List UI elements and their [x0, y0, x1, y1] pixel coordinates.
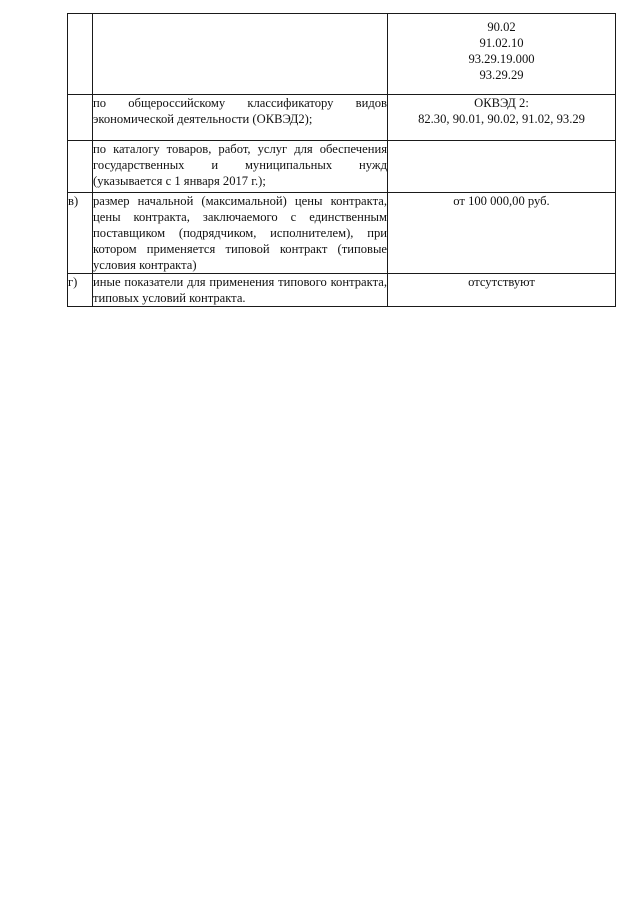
row-description-text: по каталогу товаров, работ, услуг для обеспечения государственных и муниципальных нужд (указывается с 1 января 2017 г.);	[93, 142, 387, 188]
row-letter	[68, 141, 93, 193]
value-line: 82.30, 90.01, 90.02, 91.02, 93.29	[418, 112, 585, 126]
row-description-text: по общероссийскому классификатору видов экономической деятельности (ОКВЭД2);	[93, 96, 387, 126]
value-line: от 100 000,00 руб.	[453, 194, 550, 208]
row-value	[388, 193, 616, 274]
row-letter	[68, 14, 93, 95]
row-description	[93, 14, 388, 95]
row-value	[388, 95, 616, 141]
row-description	[93, 193, 388, 274]
table-row	[68, 141, 616, 193]
criteria-table	[67, 13, 616, 307]
value-line: 90.02	[487, 20, 516, 34]
row-description	[93, 95, 388, 141]
value-line: отсутствуют	[468, 275, 535, 289]
table-row	[68, 274, 616, 307]
row-letter	[68, 95, 93, 141]
value-line: 93.29.19.000	[468, 52, 535, 66]
value-line: 91.02.10	[479, 36, 524, 50]
row-description	[93, 141, 388, 193]
row-description	[93, 274, 388, 307]
row-description-text: иные показатели для применения типового контракта, типовых условий контракта.	[93, 275, 387, 305]
row-letter: г)	[68, 274, 93, 307]
row-value	[388, 14, 616, 95]
row-description-text: размер начальной (максимальной) цены контракта, цены контракта, заключаемого с единственным поставщиком (подрядчиком, исполнителем), при котором применяется типовой контракт (типовые условия контракта)	[93, 194, 387, 272]
table-row	[68, 95, 616, 141]
table-row	[68, 14, 616, 95]
row-letter: в)	[68, 193, 93, 274]
row-value	[388, 274, 616, 307]
value-line: ОКВЭД 2:	[474, 96, 529, 110]
table-row	[68, 193, 616, 274]
value-line: 93.29.29	[479, 68, 524, 82]
row-value	[388, 141, 616, 193]
